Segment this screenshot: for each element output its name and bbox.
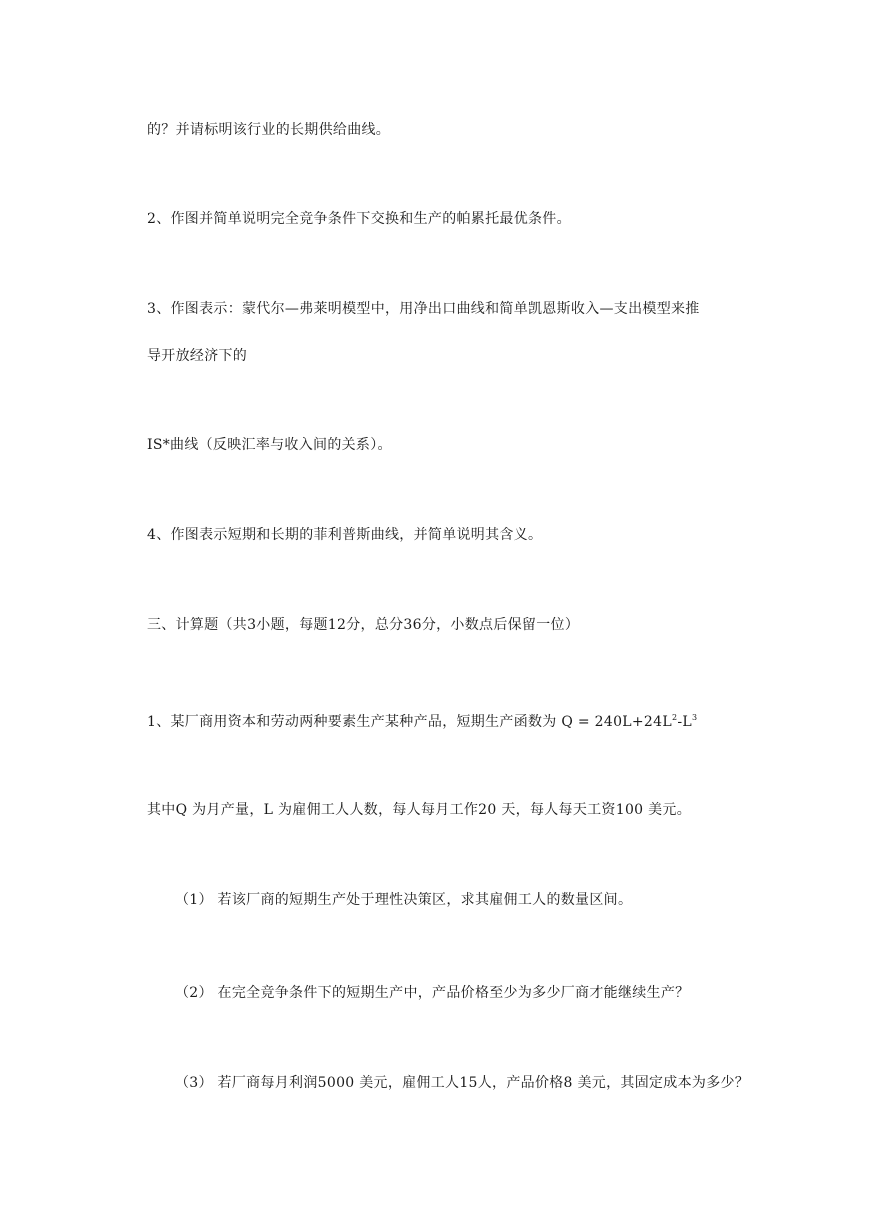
production-function-text: 1、某厂商用资本和劳动两种要素生产某种产品，短期生产函数为 Q = 240L+24L xyxy=(147,714,672,730)
text-line-1: 的？并请标明该行业的长期供给曲线。 xyxy=(147,122,391,138)
question-4: 4、作图表示短期和长期的菲利普斯曲线，并简单说明其含义。 xyxy=(147,527,543,543)
sub-question-3: （3） 若厂商每月利润5000 美元，雇佣工人15人，产品价格8 美元，其固定成本为多少？ xyxy=(175,1075,750,1091)
question-3-line-1: 3、作图表示：蒙代尔—弗莱明模型中，用净出口曲线和简单凯恩斯收入—支出模型来推 xyxy=(147,301,700,317)
calc-question-1-line-2: 其中Q 为月产量，L 为雇佣工人人数，每人每月工作20 天，每人每天工资100 美元。 xyxy=(147,802,692,818)
question-3-line-3: IS*曲线（反映汇率与收入间的关系）。 xyxy=(147,437,392,453)
question-3-line-2: 导开放经济下的 xyxy=(147,348,248,364)
sub-question-2: （2） 在完全竞争条件下的短期生产中，产品价格至少为多少厂商才能继续生产？ xyxy=(175,985,690,1001)
exponent-3: 3 xyxy=(691,713,698,722)
sub-question-1: （1） 若该厂商的短期生产处于理性决策区，求其雇佣工人的数量区间。 xyxy=(175,892,633,908)
section-heading-calculation: 三、计算题（共3小题，每题12分，总分36分，小数点后保留一位） xyxy=(147,617,580,633)
production-function-term: -L xyxy=(677,714,692,730)
calc-question-1-line-1 xyxy=(147,712,697,732)
question-2: 2、作图并简单说明完全竞争条件下交换和生产的帕累托最优条件。 xyxy=(147,211,571,227)
exponent-2: 2 xyxy=(671,713,678,722)
